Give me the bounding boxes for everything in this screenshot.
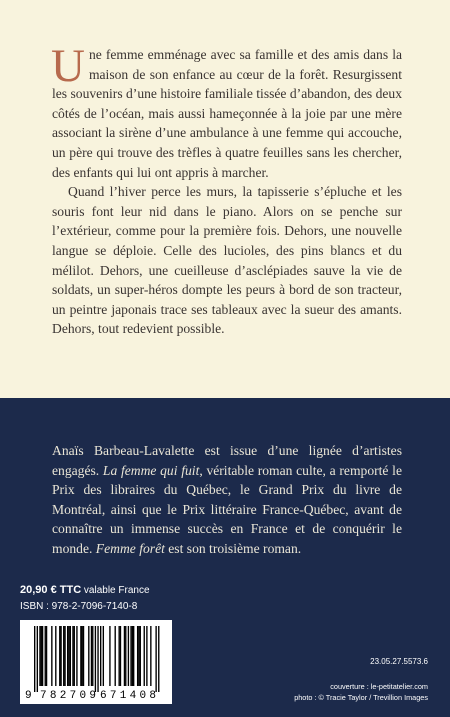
barcode-bar <box>103 626 104 686</box>
barcode-bar <box>138 626 139 686</box>
barcode-bar <box>42 626 43 686</box>
blurb-paragraph-2: Quand l’hiver perce les murs, la tapisserie s’épluche et les souris font leur nid dans le piano. Alors on se penche sur l’extérieur, comme pour la première fois. Dehors, une nouvelle langue se déploie. Celle des lucioles, des pins blancs et du mélilot. Dehors, une cueilleuse d’asclépiades sauve la vie de soldats, un super-héros dompte les peurs à bord de son tracteur, un peintre japonais trace ses tableaux avec la sueur des amants. Dehors, tout redevient possible. <box>52 184 402 337</box>
barcode-bar <box>76 626 77 686</box>
price-amount: 20,90 € TTC <box>20 584 82 596</box>
isbn-text: ISBN : 978-2-7096-7140-8 <box>20 601 138 612</box>
internal-code: 23.05.27.5573.6 <box>370 657 428 666</box>
barcode-bar <box>92 626 93 686</box>
barcode-bar <box>91 626 92 686</box>
barcode-bar <box>144 626 145 686</box>
barcode-bar <box>80 626 81 686</box>
price-line <box>20 583 150 598</box>
barcode-bar <box>128 626 129 686</box>
blurb-text-1: ne femme emménage avec sa famille et des amis dans la maison de son enfance au cœur de la forêt. Resurgissent les souvenirs d’une histoire familiale tissée d’abandon, des deux côtés de l’océan, mais aussi hameçonnée à la joie par une mère associant la sirène d’une ambulance à une femme qui accouche, un père qui trouve des trèfles à quatre feuilles sans les chercher, des enfants qui lui ont appris à marcher. <box>52 47 402 180</box>
barcode-bar <box>120 626 121 686</box>
barcode-bar <box>115 626 116 686</box>
barcode-bar <box>125 626 126 686</box>
barcode-bar <box>45 626 46 686</box>
barcode-bar <box>83 626 84 686</box>
barcode-bar <box>63 626 64 686</box>
barcode-bar <box>95 626 96 692</box>
barcode-bars <box>34 626 159 692</box>
barcode-left-digits: 782709 <box>40 690 96 702</box>
credit-cover: couverture : le-petitatelier.com <box>330 682 428 691</box>
barcode-right-digits: 671408 <box>100 690 156 702</box>
barcode-bar <box>140 626 141 686</box>
bio-text-3: est son troisième roman. <box>164 540 302 556</box>
barcode <box>20 620 172 704</box>
barcode-bar <box>124 626 125 686</box>
barcode-bar <box>133 626 134 686</box>
bio-book-title-1: La femme qui fuit <box>102 462 200 478</box>
barcode-bar <box>39 626 40 686</box>
barcode-bar <box>88 626 89 686</box>
drop-cap: U <box>51 40 85 92</box>
barcode-bar <box>41 626 42 686</box>
barcode-bar <box>46 626 47 686</box>
barcode-bar <box>67 626 68 686</box>
bio-text-2: , véritable roman culte, a remporté le Prix des libraires du Québec, le Grand Prix du livre de Montréal, ainsi que le Prix littéraire France-Québec, avant de connaître un immense succès en France et de conquérir le monde. <box>52 462 402 556</box>
barcode-bar <box>70 626 71 686</box>
barcode-graphic <box>20 620 172 704</box>
barcode-bar <box>150 626 151 686</box>
barcode-bar <box>64 626 65 686</box>
barcode-bar <box>59 626 60 686</box>
blurb-paragraph-1 <box>51 40 402 182</box>
barcode-bar <box>130 626 131 686</box>
barcode-bar <box>34 626 35 692</box>
barcode-bar <box>118 626 119 686</box>
price-note: valable France <box>81 585 150 596</box>
bio-text-1: Anaïs Barbeau-Lavalette est issue d’une lignée d’artistes engagés. <box>52 443 402 478</box>
author-bio <box>52 441 402 559</box>
bio-book-title-2: Femme forêt <box>95 540 165 556</box>
barcode-bar <box>55 626 56 686</box>
barcode-bar <box>72 626 73 686</box>
barcode-first-digit: 9 <box>25 690 32 702</box>
credits <box>294 681 428 703</box>
author-bio-paragraph <box>52 441 402 559</box>
back-cover-blurb <box>51 40 402 339</box>
barcode-bar <box>51 626 52 686</box>
credit-photo: photo : © Tracie Taylor / Trevillion Images <box>294 693 428 702</box>
barcode-bar <box>132 626 133 686</box>
barcode-bar <box>60 626 61 686</box>
barcode-bar <box>74 626 75 686</box>
barcode-bar <box>82 626 83 686</box>
barcode-bar <box>137 626 138 686</box>
barcode-bar <box>158 626 159 692</box>
barcode-bar <box>155 626 156 692</box>
barcode-bar <box>97 626 98 692</box>
barcode-bar <box>37 626 38 692</box>
barcode-bar <box>146 626 147 686</box>
barcode-bar <box>109 626 110 686</box>
barcode-bar <box>68 626 69 686</box>
barcode-bar <box>100 626 101 686</box>
